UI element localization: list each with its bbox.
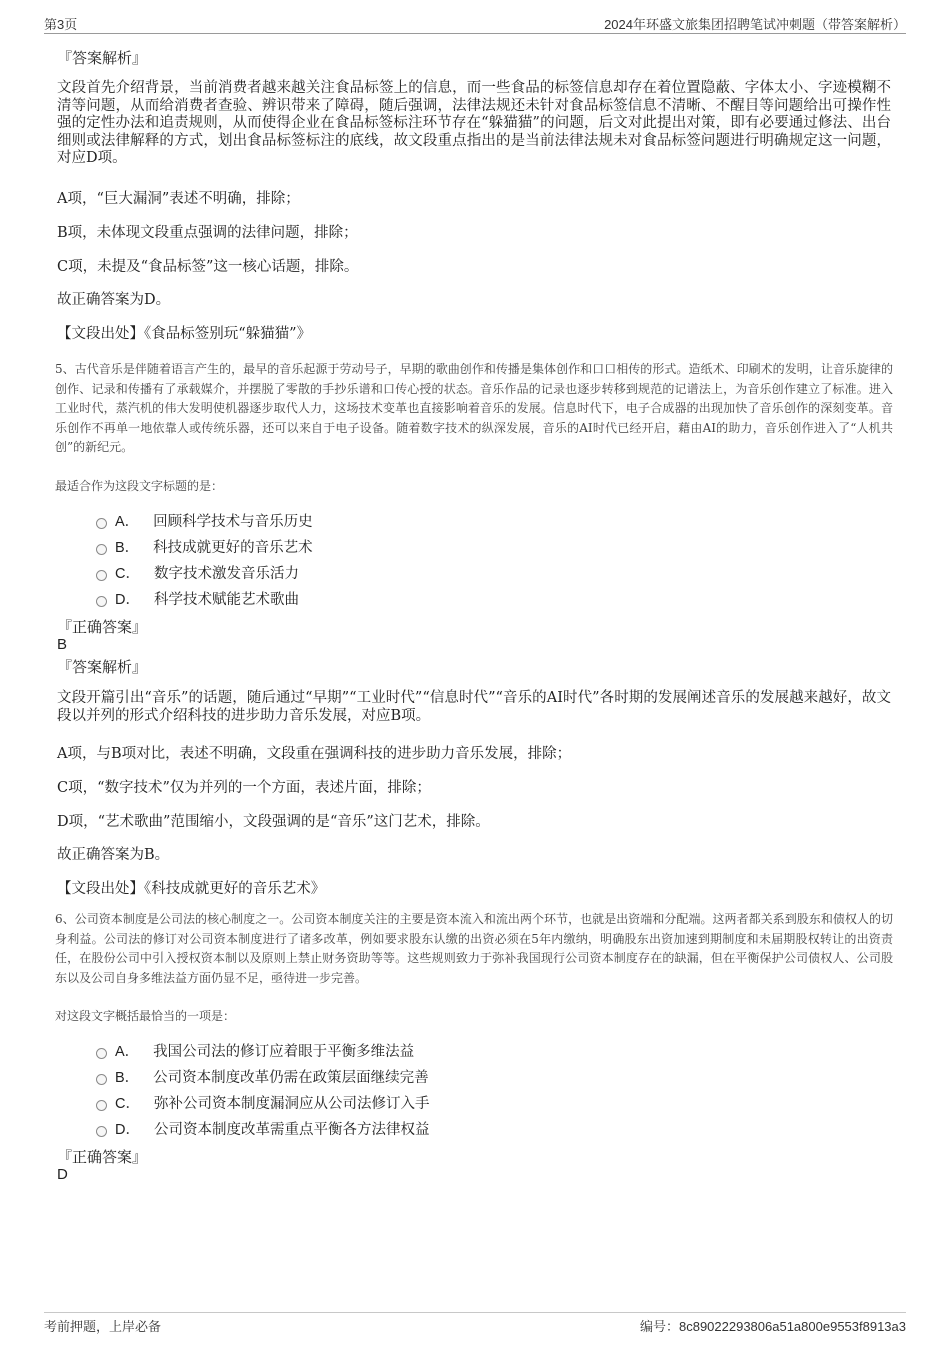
- q5-analysis-item-c: C项，“数字技术”仅为并列的一个方面，表述片面，排除；: [57, 780, 431, 796]
- option-letter: C．: [115, 566, 140, 582]
- option-text: 回顾科学技术与音乐历史: [153, 514, 313, 530]
- q6-question-text: 6、公司资本制度是公司法的核心制度之一。公司资本制度关注的主要是资本流入和流出两个环节，也就是出资端和分配端。这两者都关系到股东和债权人的切身利益。公司法的修订对公司资本制度进行了诸多改革，例如要求股东认缴的出资必须在5年内缴纳，明确股东出资加速到期制度和未届期股权转让的出资责任，在股份公司中引入授权资本制以及原则上禁止财务资助等等。这些规则致力于弥补我国现行公司资本制度存在的缺漏，但在平衡保护公司债权人、公司股东以及公司自身多维法益方面仍显不足，亟待进一步完善。: [55, 912, 893, 985]
- option-text: 弥补公司资本制度漏洞应从公司法修订入手: [153, 1096, 430, 1112]
- q5-option-a[interactable]: [96, 510, 313, 531]
- option-letter: C．: [115, 1096, 140, 1112]
- q4-analysis-label: 『答案解析』: [57, 49, 148, 67]
- q5-source: 【文段出处】《科技成就更好的音乐艺术》: [57, 881, 326, 897]
- footer-slogan: 考前押题，上岸必备: [44, 1319, 162, 1334]
- q5-analysis-label: 『答案解析』: [57, 658, 148, 676]
- option-text: 我国公司法的修订应着眼于平衡多维法益: [153, 1044, 415, 1060]
- q5-answer: B: [57, 636, 68, 653]
- q6-prompt: 对这段文字概括最恰当的一项是：: [55, 1009, 236, 1023]
- q5-answer-label: 『正确答案』: [57, 618, 148, 636]
- option-letter: A．: [115, 1044, 140, 1060]
- q5-option-c[interactable]: [96, 562, 299, 583]
- option-text: 科学技术赋能艺术歌曲: [153, 592, 299, 608]
- q5-analysis-text: 文段开篇引出“音乐”的话题，随后通过“早期”“工业时代”“信息时代”“音乐的AI时代”各时期的发展阐述音乐的发展越来越好，故文段以并列的形式介绍科技的进步助力音乐发展，对应B项。: [57, 690, 891, 724]
- q5-conclusion: 故正确答案为B。: [57, 847, 170, 863]
- option-letter: B．: [115, 540, 140, 556]
- footer-serial: 编号：8c89022293806a51a800e9553f8913a3: [639, 1319, 906, 1334]
- radio-icon[interactable]: [96, 596, 107, 607]
- q5-prompt: 最适合作为这段文字标题的是：: [55, 479, 224, 493]
- radio-icon[interactable]: [96, 1100, 107, 1111]
- q6-option-d[interactable]: [96, 1118, 429, 1139]
- q6-answer: D: [57, 1166, 68, 1183]
- document-title: 2024年环盛文旅集团招聘笔试冲刺题（带答案解析）: [604, 17, 906, 32]
- radio-icon[interactable]: [96, 570, 107, 581]
- q4-source: 【文段出处】《食品标签别玩“躲猫猫”》: [57, 326, 312, 342]
- q6-option-b[interactable]: [96, 1066, 429, 1087]
- q6-answer-label: 『正确答案』: [57, 1148, 148, 1166]
- radio-icon[interactable]: [96, 1048, 107, 1059]
- q4-analysis-text: 文段首先介绍背景，当前消费者越来越关注食品标签上的信息，而一些食品的标签信息却存在着位置隐蔽、字体太小、字迹模糊不清等问题，从而给消费者查验、辨识带来了障碍，随后强调，法律法规还未针对食品标签信息不清晰、不醒目等问题给出可操作性强的定性办法和追责规则，从而使得企业在食品标签标注环节存在“躲猫猫”的问题，后文对此提出对策，即有必要通过修法、出台细则或法律解释的方式，划出食品标签标注的底线，故文段重点指出的是当前法律法规未对食品标签问题进行明确规定这一问题，对应D项。: [57, 80, 891, 166]
- radio-icon[interactable]: [96, 518, 107, 529]
- q4-conclusion: 故正确答案为D。: [57, 292, 171, 308]
- option-letter: B．: [115, 1070, 140, 1086]
- option-text: 数字技术激发音乐活力: [153, 566, 299, 582]
- page-number: 第3页: [44, 17, 78, 32]
- option-text: 公司资本制度改革需重点平衡各方法律权益: [153, 1122, 430, 1138]
- q4-analysis-item-b: B项，未体现文段重点强调的法律问题，排除；: [57, 225, 358, 241]
- q6-option-c[interactable]: [96, 1092, 429, 1113]
- option-text: 科技成就更好的音乐艺术: [153, 540, 313, 556]
- q5-question-text: 5、古代音乐是伴随着语言产生的，最早的音乐起源于劳动号子，早期的歌曲创作和传播是集体创作和口口相传的形式。造纸术、印刷术的发明，让音乐旋律的创作、记录和传播有了承载媒介，并摆脱了零散的手抄乐谱和口传心授的状态。音乐作品的记录也逐步转移到规范的记谱法上，为音乐创作建立了标准。进入工业时代，蒸汽机的伟大发明使机器逐步取代人力，这场技术变革也直接影响着音乐的发展。信息时代下，电子合成器的出现加快了音乐创作的深刻变革。音乐创作不再单一地依靠人或传统乐器，还可以来自于电子设备。随着数字技术的纵深发展，音乐的AI时代已经开启，藉由AI的助力，音乐创作进入了“人机共创”的新纪元。: [55, 362, 893, 454]
- option-letter: A．: [115, 514, 140, 530]
- option-letter: D．: [115, 1122, 140, 1138]
- radio-icon[interactable]: [96, 544, 107, 555]
- option-text: 公司资本制度改革仍需在政策层面继续完善: [153, 1070, 429, 1086]
- q4-analysis-item-a: A项，“巨大漏洞”表述不明确，排除；: [57, 191, 300, 207]
- q4-analysis-item-c: C项，未提及“食品标签”这一核心话题，排除。: [57, 259, 359, 275]
- q5-analysis-item-d: D项，“艺术歌曲”范围缩小，文段强调的是“音乐”这门艺术，排除。: [57, 814, 490, 830]
- radio-icon[interactable]: [96, 1074, 107, 1085]
- radio-icon[interactable]: [96, 1126, 107, 1137]
- page-header: [44, 12, 906, 34]
- q5-option-b[interactable]: [96, 536, 313, 557]
- page-footer: [44, 1312, 906, 1336]
- q5-option-d[interactable]: [96, 588, 299, 609]
- option-letter: D．: [115, 592, 140, 608]
- q6-option-a[interactable]: [96, 1040, 414, 1061]
- q5-analysis-item-a: A项，与B项对比，表述不明确，文段重在强调科技的进步助力音乐发展，排除；: [57, 746, 572, 762]
